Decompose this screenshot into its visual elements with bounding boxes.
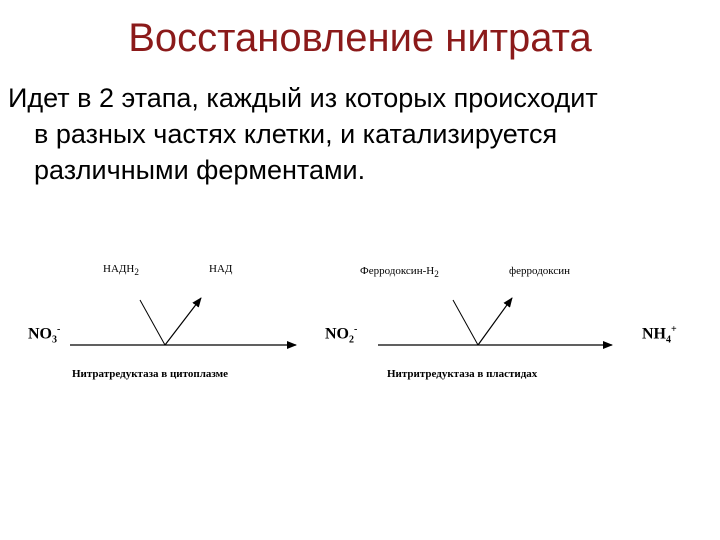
body-line-3: различными ферментами. [34, 155, 366, 185]
body-line-2: в разных частях клетки, и катализируется [34, 119, 558, 149]
ammonium-label: $NH_4^+$ [642, 324, 677, 346]
step2-cofactor-out-arrow [478, 298, 512, 345]
nitrite-label: $NO_2^-$ [325, 324, 358, 346]
step1-enzyme-label: Нитратредуктаза в цитоплазме [72, 368, 229, 380]
step1-cofactor-in-label: $НАДН_2$ [103, 263, 139, 278]
step1-cofactor-out-label: НАД [209, 263, 233, 275]
nitrate-label: $NO_3^-$ [28, 324, 61, 346]
step1-cofactor-in-line [140, 300, 165, 345]
step1-cofactor-out-arrow [165, 298, 201, 345]
step2-cofactor-in-label: Ферродоксин-$Н_2$ [360, 265, 439, 280]
slide-title: Восстановление нитрата [128, 16, 592, 60]
step2-cofactor-out-label: ферродоксин [509, 265, 571, 277]
body-line-1: Идет в 2 этапа, каждый из которых происходит [8, 83, 598, 113]
step2-enzyme-label: Нитритредуктаза в пластидах [387, 368, 538, 380]
step2-cofactor-in-line [453, 300, 478, 345]
